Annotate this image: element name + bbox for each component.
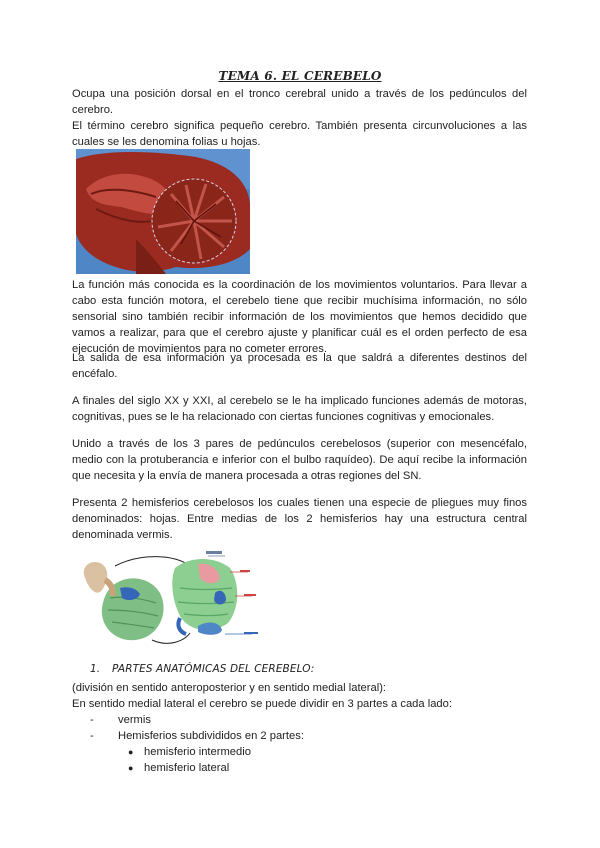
section-intro: En sentido medial lateral el cerebro se puede dividir en 3 partes a cada lado: [72,698,452,710]
cerebellum-sagittal-photo [76,149,250,274]
bullet-item-label: hemisferio intermedio [144,746,251,758]
dash-marker: - [90,714,94,726]
section-heading [90,663,314,675]
list-item-label: Hemisferios subdivididos en 2 partes: [118,730,304,742]
paragraph-output: La salida de esa información ya procesada es la que saldrá a diferentes destinos del encéfalo. [72,352,527,380]
list-item-vermis [90,712,151,728]
cerebellum-diagram [80,548,280,652]
page-title: TEMA 6. EL CEREBELO [218,69,382,83]
bullet-marker: ● [128,763,134,773]
dash-marker: - [90,730,94,742]
section-heading-text: PARTES ANATÓMICAS DEL CEREBELO: [112,663,315,675]
paragraph-term: El término cerebro significa pequeño cerebro. También presenta circunvoluciones a las cuales se les denomina folias u hojas. [72,120,527,148]
section-number: 1. [90,663,101,675]
section-subtitle: (división en sentido anteroposterior y en sentido medial lateral): [72,682,387,694]
list-item-hemispheres [90,728,304,744]
bullet-item-label: hemisferio lateral [144,762,230,774]
bullet-marker: ● [128,747,134,757]
paragraph-peduncles: Unido a través de los 3 pares de pedúnculos cerebelosos (superior con mesencéfalo, medio con la protuberancia e inferior con el bulbo raquídeo). De aquí recibe la información que necesita y la envía de manera procesada a otras regiones del SN. [72,438,527,482]
paragraph-cognitive: A finales del siglo XX y XXI, al cerebelo se le ha implicado funciones además de motoras, cognitivas, pues se le ha relacionado con ciertas funciones cognitivas y emocionales. [72,395,527,423]
bullet-item-lateral [128,760,229,776]
bullet-item-intermediate [128,744,251,760]
paragraph-position: Ocupa una posición dorsal en el tronco cerebral unido a través de los pedúnculos del cerebro. [72,88,527,116]
paragraph-hemispheres: Presenta 2 hemisferios cerebelosos los cuales tienen una especie de pliegues muy finos denominados: hojas. Entre medias de los 2 hemisferios hay una estructura central denominada vermis. [72,497,527,541]
paragraph-function: La función más conocida es la coordinación de los movimientos voluntarios. Para llevar a cabo esta función motora, el cerebelo tiene que recibir muchísima información, no sólo sensorial sino también recibir información de los movimientos que hemos decidido que vamos a realizar, para que el cerebro ajuste y planificar cuál es el orden perfecto de esa ejecución de movimientos para no cometer errores. [72,279,527,355]
list-item-label: vermis [118,714,151,726]
